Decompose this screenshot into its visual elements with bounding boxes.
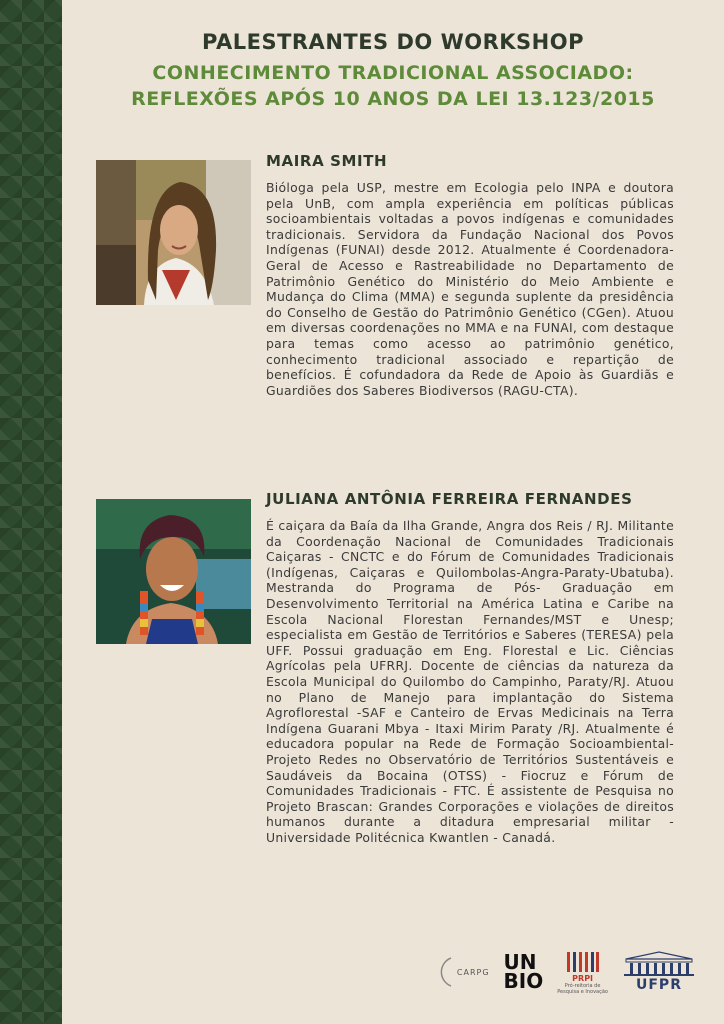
decorative-side-band — [0, 0, 62, 1024]
page-title: PALESTRANTES DO WORKSHOP — [202, 30, 584, 54]
speaker-photo-juliana — [96, 499, 251, 644]
ufpr-logo — [622, 951, 696, 993]
ufpr-label: UFPR — [636, 977, 682, 993]
speaker-bio: É caiçara da Baía da Ilha Grande, Angra dos Reis / RJ. Militante da Coordenação Nacional de Comunidades Tradicionais Caiçaras - CNCTC e do Fórum de Comunidades Tradicionais (Indígenas, Caiçaras e Quilombolas-Angra-Paraty-Ubatuba). Mestranda do Programa de Pós- Graduação em Desenvolvimento Territorial na América Latina e Caribe na Escola Nacional Florestan Fernandes/MST e Unesp; especialista em Gestão de Territórios e Saberes (TERESA) pela UFF. Possui graduação em Eng. Florestal e Lic. Ciências Agrícolas pela UFRRJ. Docente de ciências da natureza da Escola Municipal do Quilombo do Campinho, Paraty/RJ. Atuou no Plano de Manejo para implantação do Sistema Agroflorestal -SAF e Canteiro de Ervas Medicinais na Terra Indígena Guarani Mbya - Itaxi Mirim Paraty /RJ. Atualmente é educadora popular na Rede de Formação Socioambiental- Projeto Redes no Observatório de Territórios Sustentáveis e Saudáveis da Bocaina (OTSS) - Fiocruz e Fórum de Comunidades Tradicionais - FTC. É assistente de Pesquisa no Projeto Brascan: Grandes Corporações e violações de direitos humanos durante a ditadura empresarial militar - Universidade Politécnica Kwantlen - Canadá. — [266, 518, 674, 845]
carpg-arc-icon — [431, 955, 455, 989]
speaker-card-maira — [96, 152, 674, 432]
page-header — [62, 30, 724, 112]
carpg-label: CARPG — [456, 967, 490, 977]
ufpr-building-icon — [622, 951, 696, 977]
partner-logos — [431, 944, 696, 1000]
speaker-info-maira — [266, 152, 674, 398]
subtitle-line-2: REFLEXÕES APÓS 10 ANOS DA LEI 13.123/2015 — [131, 88, 655, 110]
unbio-line-2: BIO — [503, 969, 544, 993]
subtitle-line-1: CONHECIMENTO TRADICIONAL ASSOCIADO: — [152, 62, 634, 84]
speaker-card-juliana — [96, 490, 674, 910]
speaker-name: MAIRA SMITH — [266, 152, 388, 170]
speaker-name: JULIANA ANTÔNIA FERREIRA FERNANDES — [266, 490, 633, 508]
unbio-logo — [503, 950, 544, 993]
carpg-logo — [431, 955, 490, 989]
speaker-photo-maira — [96, 160, 251, 305]
unbio-line-1: UN — [503, 950, 537, 974]
prpi-label: PRPI — [572, 973, 594, 983]
workshop-subtitle — [62, 60, 724, 112]
prpi-bars-icon — [566, 950, 600, 974]
speaker-bio: Bióloga pela USP, mestre em Ecologia pelo INPA e doutora pela UnB, com ampla experiência em políticas públicas socioambientais voltadas a povos indígenas e comunidades tradicionais. Servidora da Fundação Nacional dos Povos Indígenas (FUNAI) desde 2012. Atualmente é Coordenadora-Geral de Acesso e Rastreabilidade no Departamento de Patrimônio Genético do Ministério do Meio Ambiente e Mudança do Clima (MMA) e segunda suplente da presidência do Conselho de Gestão do Patrimônio Genético (CGen). Atuou em diversas coordenações no MMA e na FUNAI, com destaque para temas como acesso ao patrimônio genético, conhecimento tradicional associado e repartição de benefícios. É cofundadora da Rede de Apoio às Guardiãs e Guardiões dos Saberes Biodiversos (RAGU-CTA). — [266, 180, 674, 398]
speaker-info-juliana — [266, 490, 674, 845]
prpi-subtitle-1: Pró-reitoria de — [564, 982, 601, 989]
prpi-subtitle-2: Pesquisa e Inovação — [557, 988, 608, 995]
prpi-logo — [557, 950, 608, 995]
